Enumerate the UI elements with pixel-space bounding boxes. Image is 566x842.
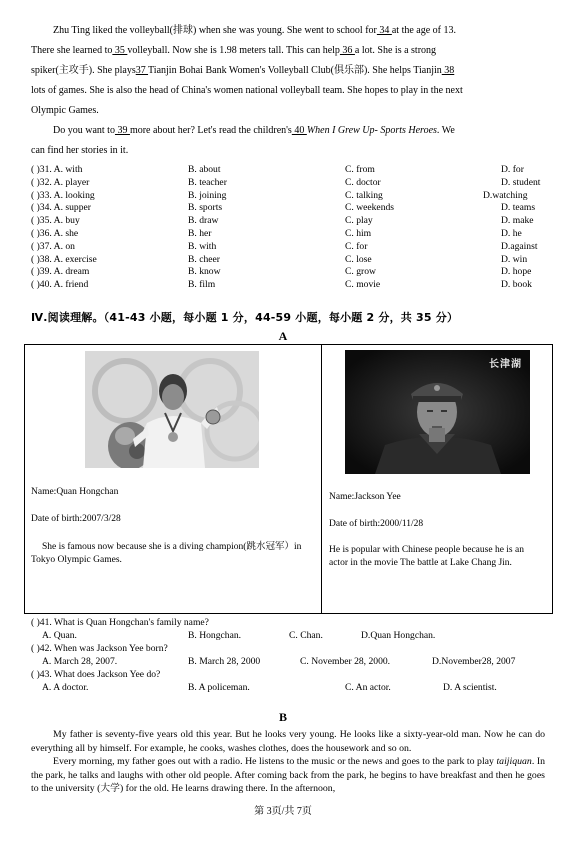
movie-title-watermark: 长津湖 <box>489 359 522 370</box>
cloze-line-2: There she learned to 35 volleyball. Now she is 1.98 meters tall. This can help 36 a lot. She is a strong <box>31 45 437 56</box>
question-43: ( )43. What does Jackson Yee do? A. A doctor. B. A policeman. C. An actor. D. A scientist. <box>31 669 497 693</box>
blank-40: 40 <box>291 125 307 136</box>
quan-hongchan-photo <box>85 351 259 468</box>
option-row-35: ( )35. A. buy B. draw C. play D. make <box>31 215 534 227</box>
table-divider <box>321 345 322 613</box>
blank-38: 38 <box>441 65 455 76</box>
blank-39: 39 <box>114 125 130 136</box>
question-41: ( )41. What is Quan Hongchan's family name? A. Quan. B. Hongchan. C. Chan. D.Quan Hongchan. <box>31 617 436 641</box>
option-row-36: ( )36. A. she B. her C. him D. he <box>31 227 522 239</box>
option-row-33: ( )33. A. looking B. joining C. talking D.watching <box>31 189 528 201</box>
cloze-line-4: lots of games. She is also the head of China's women national volleyball team. She hopes to play in the next <box>31 85 463 96</box>
option-row-37: ( )37. A. on B. with C. for D.against <box>31 240 538 252</box>
section-title: Ⅳ.阅读理解。（41-43 小题，每小题 1 分，44-59 小题，每小题 2 分，共 35 分） <box>31 311 459 324</box>
option-row-38: ( )38. A. exercise B. cheer C. lose D. win <box>31 253 528 265</box>
question-42: ( )42. When was Jackson Yee born? A. March 28, 2007. B. March 28, 2000 C. November 28, 2000. D.November28, 2007 <box>31 643 516 667</box>
cloze-line-1: Zhu Ting liked the volleyball(排球) when she was young. She went to school for 34 at the age of 13. <box>53 25 456 36</box>
quan-name: Name:Quan Hongchan <box>31 487 119 497</box>
blank-36: 36 <box>339 45 355 56</box>
blank-35: 35 <box>112 45 128 56</box>
profile-table <box>24 344 553 614</box>
option-row-31: ( )31. A. with B. about C. from D. for <box>31 164 524 175</box>
diver-image <box>85 351 259 468</box>
page-footer: 第 3页/共 7页 <box>254 806 312 817</box>
blank-34: 34 <box>376 25 392 36</box>
jackson-dob: Date of birth:2000/11/28 <box>329 519 424 529</box>
part-a-heading: A <box>278 329 288 343</box>
passage-b-para-2: Every morning, my father goes out with a radio. He listens to the music or the news and goes to the park to play taijiquan. In the park, he talks and laughs with other old people. After coming back from the park, he begins to have breakfast and then he goes to the university (大学) for the old. He learns drawing there. In the afternoon, <box>31 756 545 795</box>
option-row-32: ( )32. A. player B. teacher C. doctor D. student <box>31 176 541 188</box>
jackson-name: Name:Jackson Yee <box>329 492 401 502</box>
cloze-line-7: can find her stories in it. <box>31 145 129 156</box>
blank-37: 37 <box>135 65 149 76</box>
cloze-options <box>31 164 551 292</box>
jackson-yee-photo <box>345 350 530 474</box>
jackson-description: He is popular with Chinese people because he is an actor in the movie The battle at Lake Chang Jin. <box>329 545 524 568</box>
passage-b-para-1: My father is seventy-five years old this year. But he looks very young. He looks like a sixty-year-old man. Now he can do everything all by himself. For example, he cooks, washes clothes, does the housework and so on. <box>31 729 545 754</box>
cloze-line-3: spiker(主攻手). She plays37 Tianjin Bohai Bank Women's Volleyball Club(俱乐部). She helps Tianjin 38 <box>31 65 455 76</box>
part-b-heading: B <box>278 710 287 724</box>
option-row-34: ( )34. A. supper B. sports C. weekends D. teams <box>31 202 536 214</box>
quan-description: She is famous now because she is a diving champion(跳水冠军）in Tokyo Olympic Games. <box>31 542 302 565</box>
option-row-40: ( )40. A. friend B. film C. movie D. book <box>31 279 532 291</box>
cloze-line-5: Olympic Games. <box>31 105 99 116</box>
cloze-line-6: Do you want to 39 more about her? Let's read the children's 40 When I Grew Up- Sports Heroes. We <box>53 125 455 136</box>
quan-dob: Date of birth:2007/3/28 <box>31 514 121 524</box>
option-row-39: ( )39. A. dream B. know C. grow D. hope <box>31 266 532 278</box>
